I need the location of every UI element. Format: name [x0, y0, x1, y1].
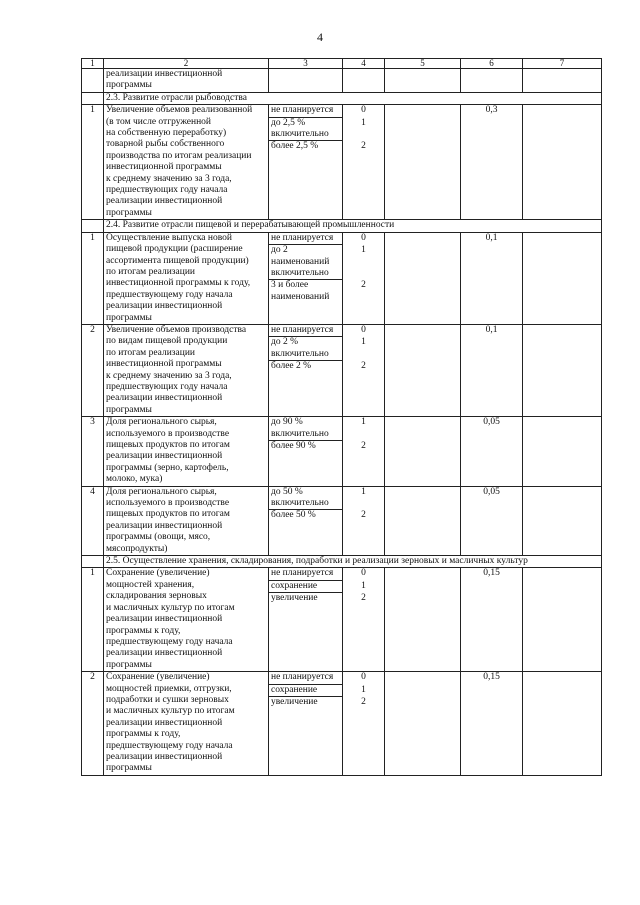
criterion-text: не планируется — [269, 325, 342, 337]
section-row — [82, 556, 602, 568]
empty-cell — [523, 105, 602, 220]
criterion-text: более 2 % — [271, 361, 312, 372]
criterion-text: не планируется — [269, 672, 342, 684]
empty-cell — [385, 417, 461, 486]
criteria-cell — [269, 672, 343, 776]
criterion-text: не планируется — [269, 105, 342, 117]
criterion-score: 2 — [361, 141, 366, 152]
row-number: 1 — [82, 568, 104, 672]
score-cell — [343, 417, 385, 486]
row-number: 2 — [82, 672, 104, 776]
criteria-cell — [269, 417, 343, 486]
criterion-score: 2 — [361, 280, 366, 291]
table-row — [82, 417, 602, 486]
row-description: Доля регионального сырья, используемого в производстве пищевых продуктов по итогам реализации инвестиционной программы (овощи, мясо, мясопродукты) — [104, 486, 269, 555]
empty-cell — [523, 672, 602, 776]
criterion-text: увеличение — [271, 696, 318, 707]
empty-cell — [385, 324, 461, 416]
section-row — [82, 220, 602, 232]
criterion-score: 2 — [361, 441, 366, 451]
header-cell: 7 — [523, 59, 602, 69]
empty-cell — [523, 324, 602, 416]
criterion-score: 1 — [361, 684, 366, 695]
row-description: Доля регионального сырья, используемого в производстве пищевых продуктов по итогам реализации инвестиционной программы (зерно, картофель, молоко, мука) — [104, 417, 269, 486]
row-description: Увеличение объемов реализованной (в том числе отгруженной на собственную переработку) товарной рыбы собственного производства по итогам реализации инвестиционной программы к среднему значению за 3 года, предшествующих году начала реализации инвестиционной программы — [104, 105, 269, 220]
empty-cell — [523, 232, 602, 324]
score-cell — [343, 672, 385, 776]
row-weight: 0,1 — [461, 232, 523, 324]
continuation-text: реализации инвестиционной программы — [104, 69, 269, 93]
criterion-text: до 90 % включительно — [269, 417, 342, 441]
criterion-text: более 50 % — [271, 510, 316, 521]
continuation-row — [82, 69, 602, 93]
criteria-cell — [269, 324, 343, 416]
table-row — [82, 324, 602, 416]
row-number: 3 — [82, 417, 104, 486]
criterion-score: 2 — [361, 696, 366, 707]
criterion-text: до 50 % включительно — [269, 487, 342, 511]
criterion-score: 0 — [361, 232, 366, 243]
criterion-text: более 90 % — [271, 441, 316, 451]
criteria-table — [81, 58, 602, 776]
score-cell — [343, 568, 385, 672]
row-number: 4 — [82, 486, 104, 555]
empty-cell — [385, 672, 461, 776]
empty-cell — [385, 232, 461, 324]
criterion-text: до 2,5 % включительно — [269, 118, 342, 142]
criterion-text: сохранение — [269, 581, 342, 593]
empty-cell — [523, 568, 602, 672]
row-number: 1 — [82, 232, 104, 324]
criterion-text: 3 и более наименований — [271, 280, 330, 302]
score-cell — [343, 105, 385, 220]
empty-cell — [385, 105, 461, 220]
criteria-cell — [269, 486, 343, 555]
row-weight: 0,05 — [461, 486, 523, 555]
criterion-score: 2 — [361, 361, 366, 372]
header-cell: 4 — [343, 59, 385, 69]
criterion-text: более 2,5 % — [271, 141, 319, 152]
criterion-text: до 2 % включительно — [269, 337, 342, 361]
header-row — [82, 59, 602, 69]
criterion-text: не планируется — [269, 568, 342, 580]
criterion-score: 0 — [361, 105, 366, 116]
table-row — [82, 486, 602, 555]
row-number: 1 — [82, 105, 104, 220]
table-row — [82, 232, 602, 324]
row-description: Осуществление выпуска новой пищевой продукции (расширение ассортимента пищевой продукции) по итогам реализации инвестиционной программы к году, предшествующему году начала реализации инвестиционной программы — [104, 232, 269, 324]
criterion-score: 2 — [361, 593, 366, 604]
criterion-text: не планируется — [269, 233, 342, 245]
row-description: Сохранение (увеличение) мощностей хранения, складирования зерновых и масличных культур по итогам реализации инвестиционной программы к году, предшествующему году начала реализации инвестиционной программы — [104, 568, 269, 672]
empty-cell — [385, 486, 461, 555]
table-row — [82, 105, 602, 220]
criterion-text: увеличение — [271, 593, 318, 604]
criterion-score: 1 — [361, 245, 366, 256]
header-cell: 6 — [461, 59, 523, 69]
section-title: 2.4. Развитие отрасли пищевой и перерабатывающей промышленности — [104, 220, 602, 232]
criterion-score: 1 — [361, 117, 366, 128]
section-row — [82, 92, 602, 104]
empty-cell — [523, 417, 602, 486]
score-cell — [343, 324, 385, 416]
score-cell — [343, 486, 385, 555]
criterion-score: 0 — [361, 568, 366, 579]
header-cell: 5 — [385, 59, 461, 69]
row-number: 2 — [82, 324, 104, 416]
row-weight: 0,3 — [461, 105, 523, 220]
criteria-cell — [269, 568, 343, 672]
header-cell: 3 — [269, 59, 343, 69]
criterion-score: 0 — [361, 672, 366, 683]
criteria-cell — [269, 232, 343, 324]
row-description: Сохранение (увеличение) мощностей приемки, отгрузки, подработки и сушки зерновых и масличных культур по итогам реализации инвестиционной программы к году, предшествующему году начала реализации инвестиционной программы — [104, 672, 269, 776]
page-number: 4 — [317, 30, 323, 44]
row-weight: 0,15 — [461, 568, 523, 672]
criterion-score: 1 — [361, 337, 366, 348]
criterion-text: сохранение — [269, 685, 342, 697]
criterion-score: 1 — [361, 580, 366, 591]
empty-cell — [385, 568, 461, 672]
table-row — [82, 568, 602, 672]
section-title: 2.5. Осуществление хранения, складирования, подработки и реализации зерновых и масличных культур — [104, 556, 602, 568]
score-cell — [343, 232, 385, 324]
criterion-score: 1 — [361, 417, 366, 428]
criterion-score: 2 — [361, 510, 366, 521]
header-cell: 1 — [82, 59, 104, 69]
row-description: Увеличение объемов производства по видам пищевой продукции по итогам реализации инвестиционной программы к среднему значению за 3 года, предшествующих году начала реализации инвестиционной программы — [104, 324, 269, 416]
table-row — [82, 672, 602, 776]
criteria-cell — [269, 105, 343, 220]
row-weight: 0,1 — [461, 324, 523, 416]
row-weight: 0,05 — [461, 417, 523, 486]
header-cell: 2 — [104, 59, 269, 69]
criterion-score: 1 — [361, 486, 366, 497]
criterion-text: до 2 наименований включительно — [269, 245, 342, 280]
empty-cell — [523, 486, 602, 555]
section-title: 2.3. Развитие отрасли рыбоводства — [104, 92, 602, 104]
row-weight: 0,15 — [461, 672, 523, 776]
criterion-score: 0 — [361, 324, 366, 335]
